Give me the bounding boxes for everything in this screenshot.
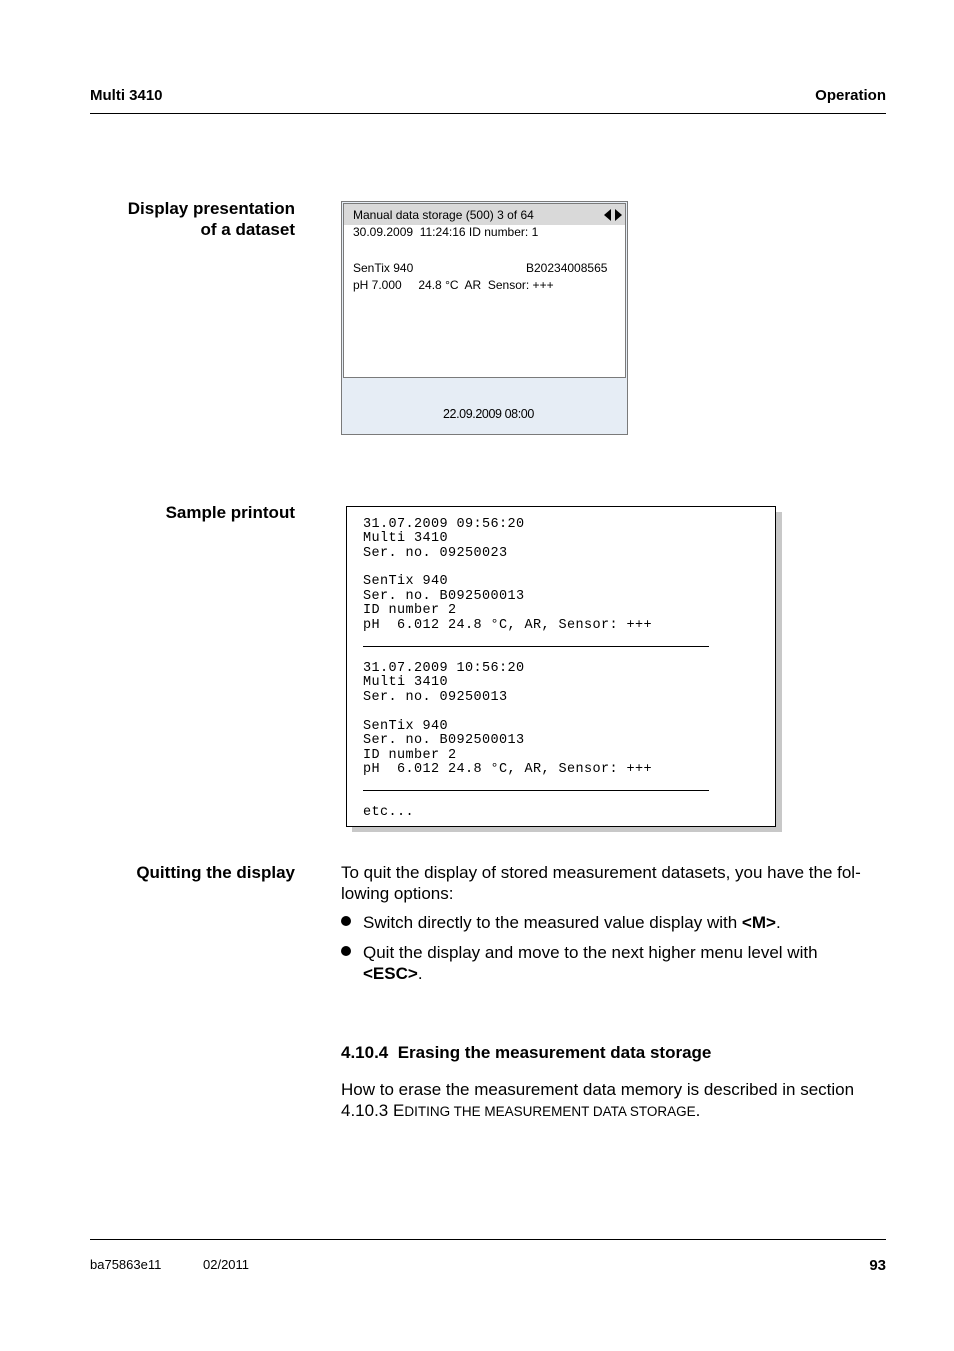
footer-rule (90, 1239, 886, 1240)
display-screen (343, 203, 626, 378)
device-display (341, 201, 628, 435)
quitting-section-label: Quitting the display (136, 863, 295, 882)
display-reading: pH 7.000 24.8 °C AR Sensor: +++ (353, 278, 554, 292)
key-esc: <ESC> (363, 964, 418, 983)
printout-line: ID number 2 (363, 748, 457, 763)
section-heading: 4.10.4 Erasing the measurement data storage (341, 1043, 712, 1062)
display-title-bar (344, 204, 625, 225)
footer-date: 02/2011 (203, 1257, 250, 1272)
sample-printout (346, 506, 776, 827)
arrow-right-icon (615, 209, 622, 221)
printout-line: pH 6.012 24.8 °C, AR, Sensor: +++ (363, 618, 653, 633)
footer-doc-id: ba75863e11 (90, 1257, 162, 1272)
bullet-icon (341, 946, 351, 956)
erasing-text: How to erase the measurement data memory is described in section 4.10.3 EDITING THE MEASUREMENT DATA STORAGE. (341, 1080, 855, 1120)
quitting-intro: To quit the display of stored measurement datasets, you have the fol- lowing options: (341, 863, 861, 903)
printout-line: SenTix 940 (363, 574, 449, 589)
printout-line: Multi 3410 (363, 531, 449, 546)
printout-line: Ser. no. B092500013 (363, 733, 525, 748)
printout-line: pH 6.012 24.8 °C, AR, Sensor: +++ (363, 762, 653, 777)
header-left: Multi 3410 (90, 87, 163, 104)
printout-line: Ser. no. 09250023 (363, 546, 508, 561)
header-rule (90, 113, 886, 114)
page-number: 93 (869, 1257, 886, 1274)
display-section-label: Display presentation of a dataset (127, 199, 295, 239)
cross-reference[interactable]: 4.10.3 EDITING THE MEASUREMENT DATA STORAGE. (341, 1101, 701, 1120)
printout-etc: etc... (363, 805, 415, 820)
printout-line: SenTix 940 (363, 719, 449, 734)
header-right: Operation (815, 87, 886, 104)
printout-line: 31.07.2009 09:56:20 (363, 517, 525, 532)
display-sensor-name: SenTix 940 (353, 261, 414, 275)
quitting-option-1: Switch directly to the measured value display with <M>. (363, 913, 781, 932)
display-footer-datetime: 22.09.2009 08:00 (443, 407, 534, 421)
display-sensor-serial: B20234008565 (526, 261, 608, 275)
printout-line: ID number 2 (363, 603, 457, 618)
printout-line: 31.07.2009 10:56:20 (363, 661, 525, 676)
quitting-option-2: Quit the display and move to the next higher menu level with <ESC>. (363, 943, 818, 983)
printout-line: Multi 3410 (363, 675, 449, 690)
display-title: Manual data storage (500) 3 of 64 (353, 208, 534, 222)
printout-line: Ser. no. 09250013 (363, 690, 508, 705)
printout-line: Ser. no. B092500013 (363, 589, 525, 604)
display-datetime-id: 30.09.2009 11:24:16 ID number: 1 (353, 225, 539, 239)
arrow-left-icon (604, 209, 611, 221)
key-m: <M> (741, 913, 776, 932)
printout-separator (363, 790, 709, 791)
bullet-icon (341, 916, 351, 926)
printout-section-label: Sample printout (165, 503, 295, 522)
printout-separator (363, 646, 709, 647)
